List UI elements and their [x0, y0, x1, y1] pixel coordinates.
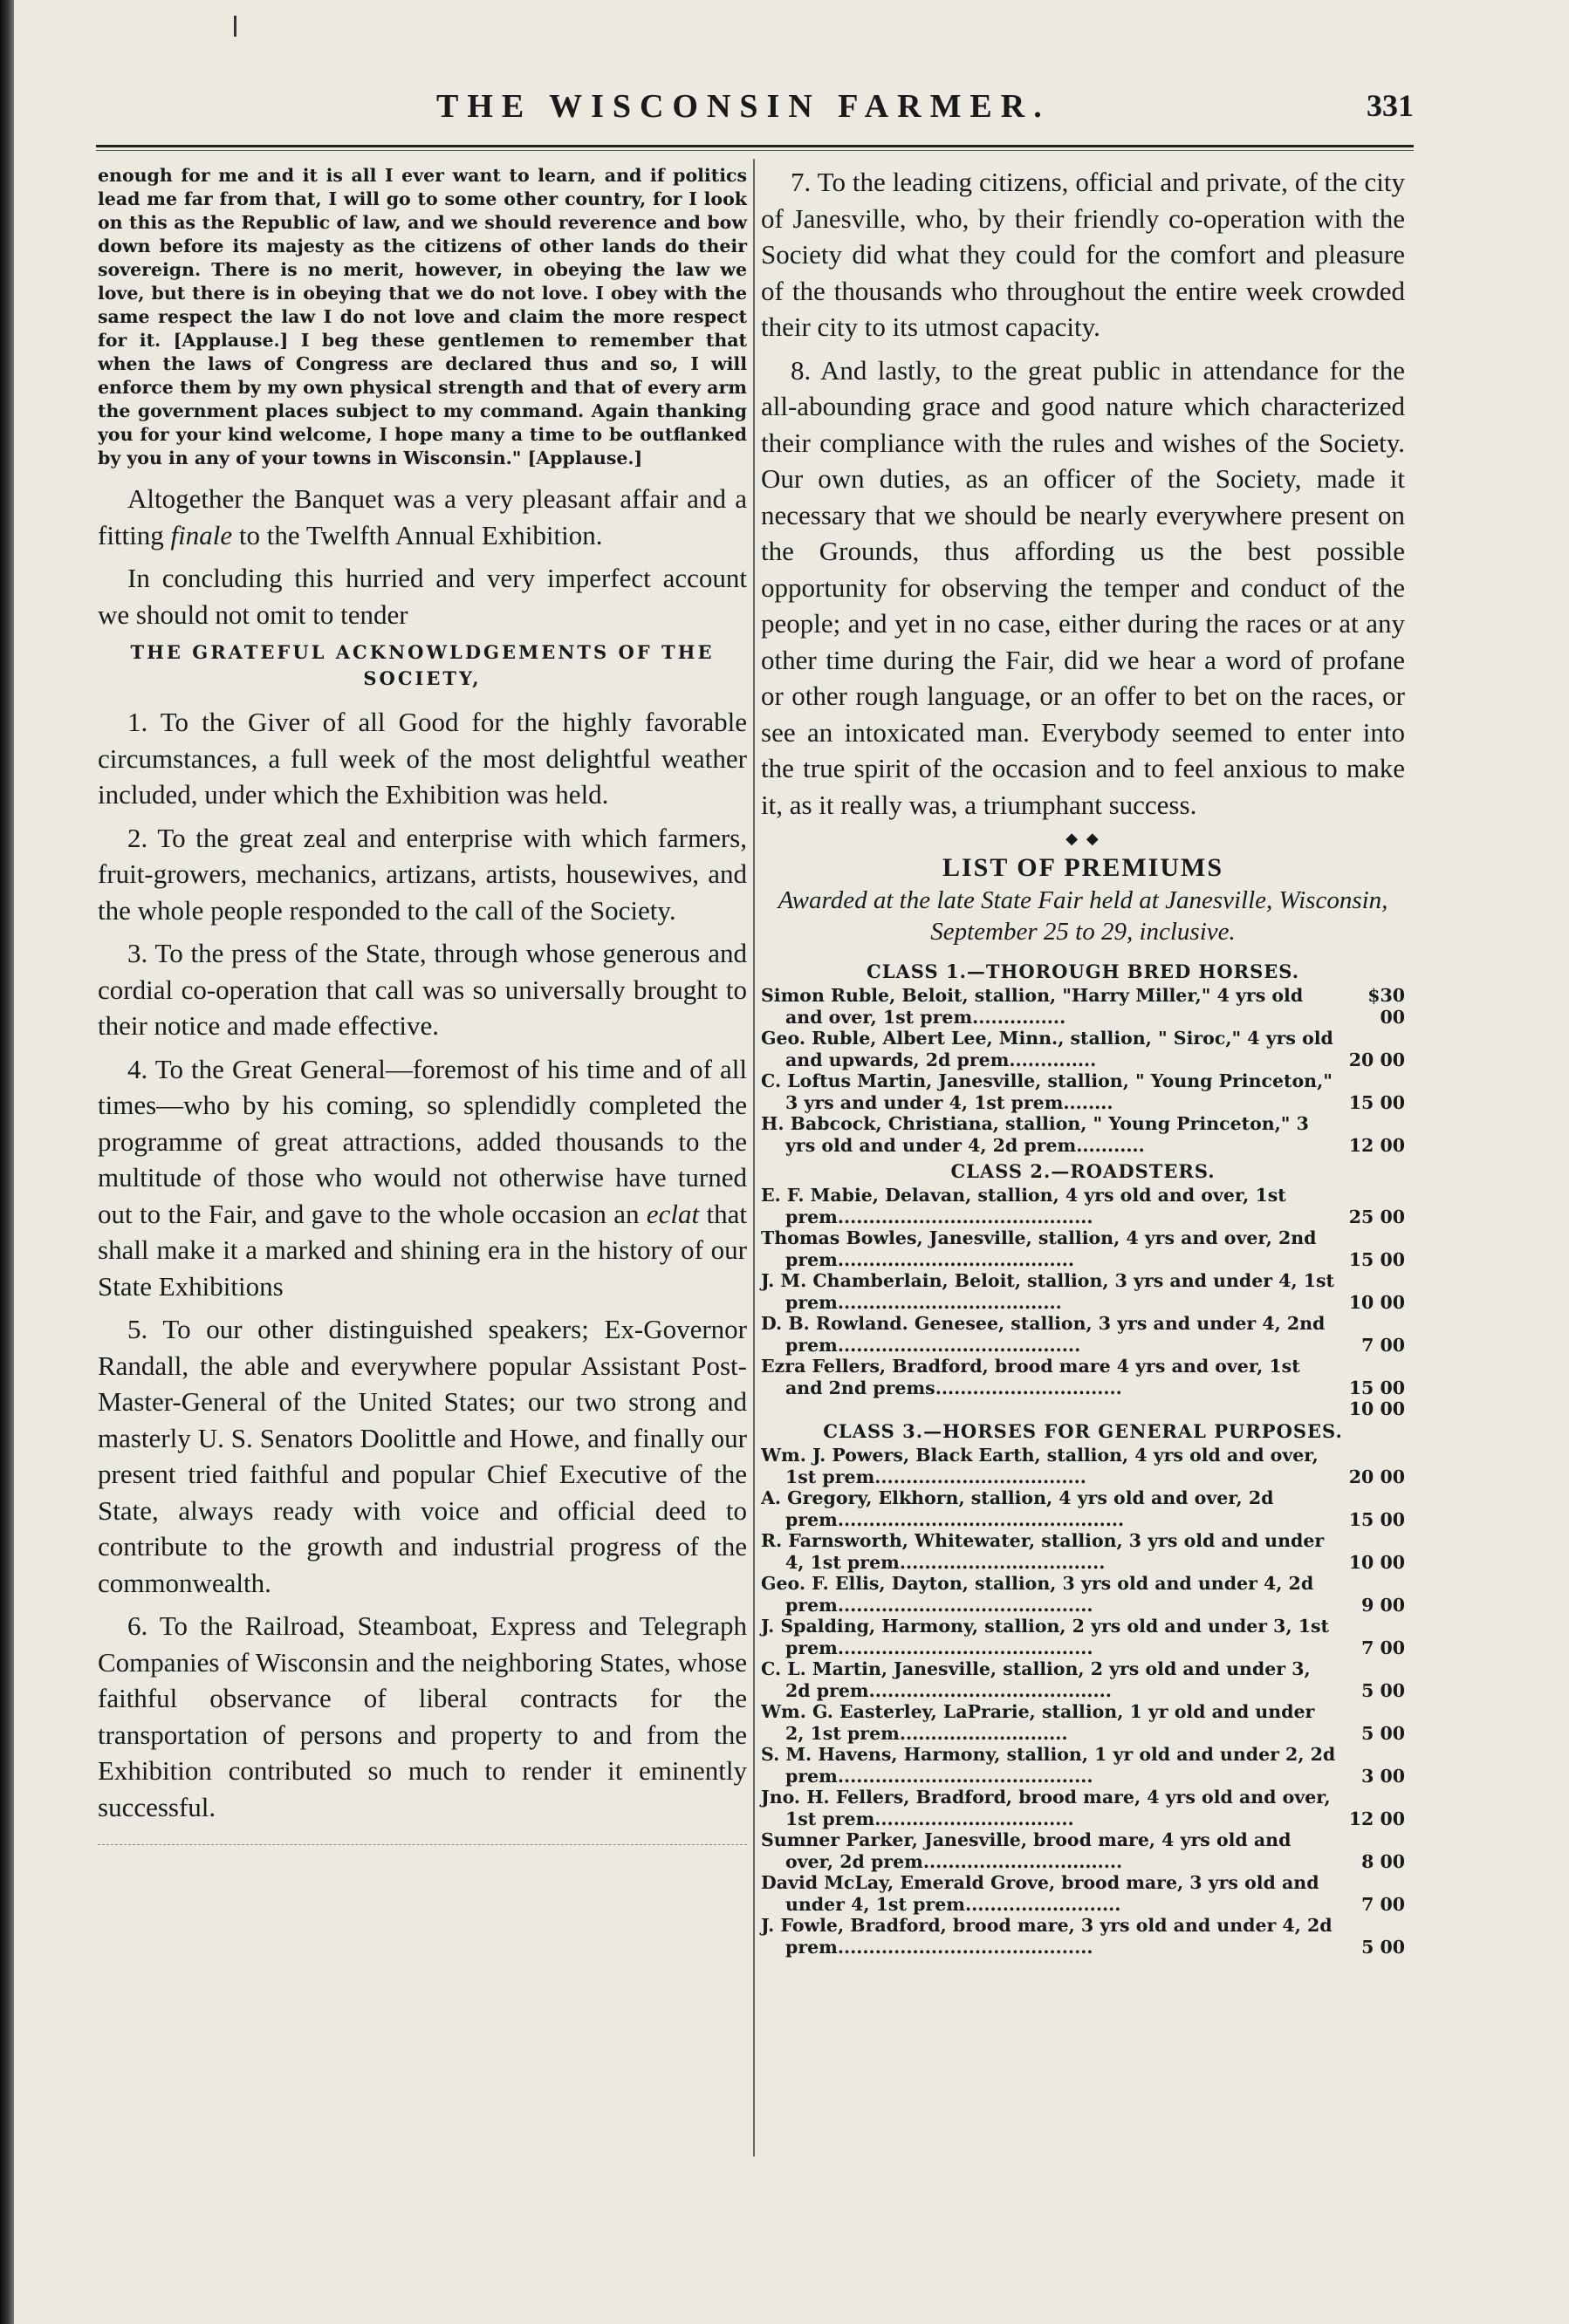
premium-entry	[761, 1113, 1405, 1156]
premiums-title: LIST OF PREMIUMS	[942, 853, 1224, 882]
premium-entry	[761, 985, 1405, 1028]
premium-entry-text: J. Spalding, Harmony, stallion, 2 yrs old and under 3, 1st prem.........................................	[761, 1616, 1329, 1658]
premium-entry	[761, 1487, 1405, 1530]
premium-amount: 10 00	[1348, 1551, 1405, 1573]
premium-entry	[761, 1530, 1405, 1573]
acknowledgement-7: 7. To the leading citizens, official and private, of the city of Janesville, who, by their friendly co-operation with the Society did what they could for the comfort and pleasure of the thousands who throughout the entire week crowded their city to its utmost capacity.	[761, 167, 1405, 342]
page-binding-edge	[0, 0, 14, 2324]
premiums-subtitle: Awarded at the late State Fair held at Janesville, Wisconsin, September 25 to 29, inclusive.	[778, 886, 1388, 946]
ack4-text-b: that shall make it a marked and shining era in the history of our State Exhibitions	[98, 1198, 748, 1302]
premium-entry	[761, 1701, 1405, 1744]
premium-entry	[761, 1227, 1405, 1270]
premium-entry	[761, 1070, 1405, 1113]
header-rule	[96, 145, 1414, 147]
premium-amount-second: 10 00	[1348, 1398, 1405, 1419]
acknowledgement-6: 6. To the Railroad, Steamboat, Express and Telegraph Companies of Wisconsin and the neighboring States, whose faithful observance of liberal contracts for the transportation of persons and property to and from the Exhibition contributed so much to render it eminently successful.	[98, 1610, 747, 1822]
page-header	[96, 87, 1414, 140]
column-divider	[753, 159, 755, 2157]
acknowledgement-5: 5. To our other distinguished speakers; Ex-Governor Randall, the able and everywhere popular Assistant Post-Master-General of the United States; our two strong and masterly U. S. Senators Doolittle and Howe, and finally our present tried faithful and popular Chief Executive of the State, always ready with voice and official deed to contribute to the growth and industrial progress of the commonwealth.	[98, 1314, 747, 1598]
acknowledgement-4	[98, 1051, 747, 1305]
premium-entry-text: A. Gregory, Elkhorn, stallion, 4 yrs old and over, 2d prem..............................................	[761, 1487, 1274, 1530]
premium-amount: 5 00	[1361, 1679, 1405, 1701]
premium-entry-text: S. M. Havens, Harmony, stallion, 1 yr old and under 2, 2d prem.........................................	[761, 1744, 1336, 1787]
premium-entry-text: H. Babcock, Christiana, stallion, " Young Princeton," 3 yrs old and under 4, 2d prem...........	[761, 1113, 1309, 1156]
premium-entry-text: Sumner Parker, Janesville, brood mare, 4 yrs old and over, 2d prem................................	[761, 1829, 1292, 1872]
premium-entry-text: C. Loftus Martin, Janesville, stallion, " Young Princeton," 3 yrs and under 4, 1st prem........	[761, 1070, 1333, 1113]
acknowledgement-2: 2. To the great zeal and enterprise with which farmers, fruit-growers, mechanics, artizans, artists, housewives, and the whole people responded to the call of the Society.	[98, 822, 747, 926]
premium-amount: 9 00	[1361, 1594, 1405, 1616]
premium-entry	[761, 1028, 1405, 1070]
ack4-eclat: eclat	[646, 1198, 700, 1229]
ack4-text-a: 4. To the Great General—foremost of his time and of all times—who by his coming, so splendidly completed the programme of great attractions, added thousands to the multitude of those who would not otherwise have turned out to the Fair, and gave to the whole occasion an	[98, 1053, 747, 1229]
premium-entry-text: Geo. Ruble, Albert Lee, Minn., stallion, " Siroc," 4 yrs old and upwards, 2d prem..............	[761, 1028, 1333, 1070]
left-column	[98, 164, 747, 1846]
premium-amount: 15 00	[1348, 1091, 1405, 1113]
premium-entry-text: J. Fowle, Bradford, brood mare, 3 yrs old and under 4, 2d prem.........................................	[761, 1915, 1333, 1958]
running-title: THE WISCONSIN FARMER.	[436, 88, 1051, 125]
premium-entry-text: E. F. Mabie, Delavan, stallion, 4 yrs old and over, 1st prem.........................................	[761, 1185, 1286, 1227]
premium-entry-text: Geo. F. Ellis, Dayton, stallion, 3 yrs old and under 4, 2d prem.........................................	[761, 1573, 1314, 1616]
header-rule-thin	[96, 150, 1414, 151]
premium-amount: 7 00	[1361, 1637, 1405, 1658]
acknowledgement-1: 1. To the Giver of all Good for the highly favorable circumstances, a full week of the most delightful weather included, under which the Exhibition was held.	[98, 707, 747, 810]
premium-amount: 12 00	[1348, 1134, 1405, 1156]
banquet-text-1: Altogether the Banquet was a very pleasant affair and a fitting	[98, 483, 747, 550]
premium-entry	[761, 1616, 1405, 1658]
premium-amount: 15 00	[1348, 1248, 1405, 1270]
premium-entry	[761, 1829, 1405, 1872]
acknowledgements-heading: THE GRATEFUL ACKNOWLDGEMENTS OF THE SOCIETY,	[130, 641, 715, 689]
premium-amount: 25 00	[1348, 1206, 1405, 1227]
acknowledgement-8: 8. And lastly, to the great public in attendance for the all-abounding grace and good nature which characterized their compliance with the rules and wishes of the Society. Our own duties, as an officer of the Society, made it necessary that we should be nearly everywhere present on the Grounds, thus affording us the best possible opportunity for observing the temper and conduct of the people; and yet in no case, either during the races or at any other time during the Fair, did we hear a word of profane or other rough language, or an offer to bet on the races, or see an intoxicated man. Everybody seemed to enter into the true spirit of the occasion and to feel anxious to make it, as it really was, a triumphant success.	[761, 354, 1405, 820]
premium-class-heading: CLASS 1.—THOROUGH BRED HORSES.	[867, 960, 1299, 982]
banquet-finale: finale	[170, 519, 233, 550]
premium-entry	[761, 1270, 1405, 1313]
concluding-paragraph: In concluding this hurried and very imperfect account we should not omit to tender	[98, 563, 747, 630]
premium-amount: 8 00	[1361, 1850, 1405, 1872]
premium-entry	[761, 1872, 1405, 1915]
premium-entry	[761, 1787, 1405, 1829]
page-number: 331	[1367, 88, 1414, 123]
margin-mark	[234, 16, 236, 37]
premium-amount: 5 00	[1361, 1722, 1405, 1744]
premium-entry-text: Wm. G. Easterley, LaPrarie, stallion, 1 yr old and under 2, 1st prem...........................	[761, 1701, 1315, 1744]
premium-amount: 20 00	[1348, 1049, 1405, 1070]
premium-amount: $30 00	[1367, 985, 1405, 1028]
premium-entry-text: Thomas Bowles, Janesville, stallion, 4 yrs and over, 2nd prem......................................	[761, 1227, 1317, 1270]
premium-amount: 12 00	[1348, 1808, 1405, 1829]
premium-entry	[761, 1445, 1405, 1487]
column-end-rule	[98, 1844, 747, 1846]
premium-entry-text: David McLay, Emerald Grove, brood mare, 3 yrs old and under 4, 1st prem.........................	[761, 1872, 1319, 1915]
premium-class-heading: CLASS 3.—HORSES FOR GENERAL PURPOSES.	[823, 1420, 1343, 1442]
premium-entry-text: R. Farnsworth, Whitewater, stallion, 3 yrs old and under 4, 1st prem.................................	[761, 1530, 1325, 1573]
premium-amount: 15 00	[1348, 1508, 1405, 1530]
premium-amount: 15 00	[1348, 1377, 1405, 1398]
premium-entry	[761, 1744, 1405, 1787]
premium-entry-text: Ezra Fellers, Bradford, brood mare 4 yrs and over, 1st and 2nd prems..............................	[761, 1356, 1300, 1398]
banquet-paragraph	[98, 481, 747, 553]
premium-entry-text: C. L. Martin, Janesville, stallion, 2 yrs old and under 3, 2d prem.......................................	[761, 1658, 1311, 1701]
premium-class-heading: CLASS 2.—ROADSTERS.	[950, 1160, 1216, 1182]
premium-entry-text: Jno. H. Fellers, Bradford, brood mare, 4 yrs old and over, 1st prem................................	[761, 1787, 1331, 1829]
section-ornament: ◆ ◆	[1065, 830, 1100, 848]
premium-entry	[761, 1658, 1405, 1701]
premium-entry-text: Wm. J. Powers, Black Earth, stallion, 4 yrs old and over, 1st prem..................................	[761, 1445, 1319, 1487]
premium-entry	[761, 1185, 1405, 1227]
speech-quote: enough for me and it is all I ever want to learn, and if politics lead me far from that, I will go to some other country, for I look on this as the Republic of law, and we should reverence and bow down before its majesty as the citizens of other lands do their sovereign. There is no merit, however, in obeying the law we love, but there is in obeying that we do not love. I obey with the same respect the law I do not love and claim the more respect for it. [Applause.] I beg these gentlemen to remember that when the laws of Congress are declared thus and so, I will enforce them by my own physical strength and that of every arm the government places subject to my command. Again thanking you for your kind welcome, I hope many a time to be outflanked by you in any of your towns in Wisconsin." [Applause.]	[98, 165, 747, 468]
premium-entry-text: Simon Ruble, Beloit, stallion, "Harry Miller," 4 yrs old and over, 1st prem...............	[761, 985, 1304, 1028]
premium-entry	[761, 1313, 1405, 1356]
premium-amount: 3 00	[1361, 1765, 1405, 1787]
premium-amount: 10 00	[1348, 1291, 1405, 1313]
banquet-text-2: to the Twelfth Annual Exhibition.	[238, 519, 603, 550]
right-column	[761, 164, 1405, 1958]
acknowledgement-3: 3. To the press of the State, through whose generous and cordial co-operation that call was so universally brought to their notice and made effective.	[98, 938, 747, 1041]
premium-entry	[761, 1356, 1405, 1419]
premium-amount: 7 00	[1361, 1334, 1405, 1356]
premium-entry	[761, 1573, 1405, 1616]
premium-entry-text: D. B. Rowland. Genesee, stallion, 3 yrs and under 4, 2nd prem.......................................	[761, 1313, 1326, 1356]
premium-amount: 20 00	[1348, 1466, 1405, 1487]
premium-classes	[761, 960, 1405, 1958]
premium-amount: 7 00	[1361, 1893, 1405, 1915]
premium-entry-text: J. M. Chamberlain, Beloit, stallion, 3 yrs and under 4, 1st prem....................................	[761, 1270, 1335, 1313]
premium-entry	[761, 1915, 1405, 1958]
premium-amount: 5 00	[1361, 1936, 1405, 1958]
